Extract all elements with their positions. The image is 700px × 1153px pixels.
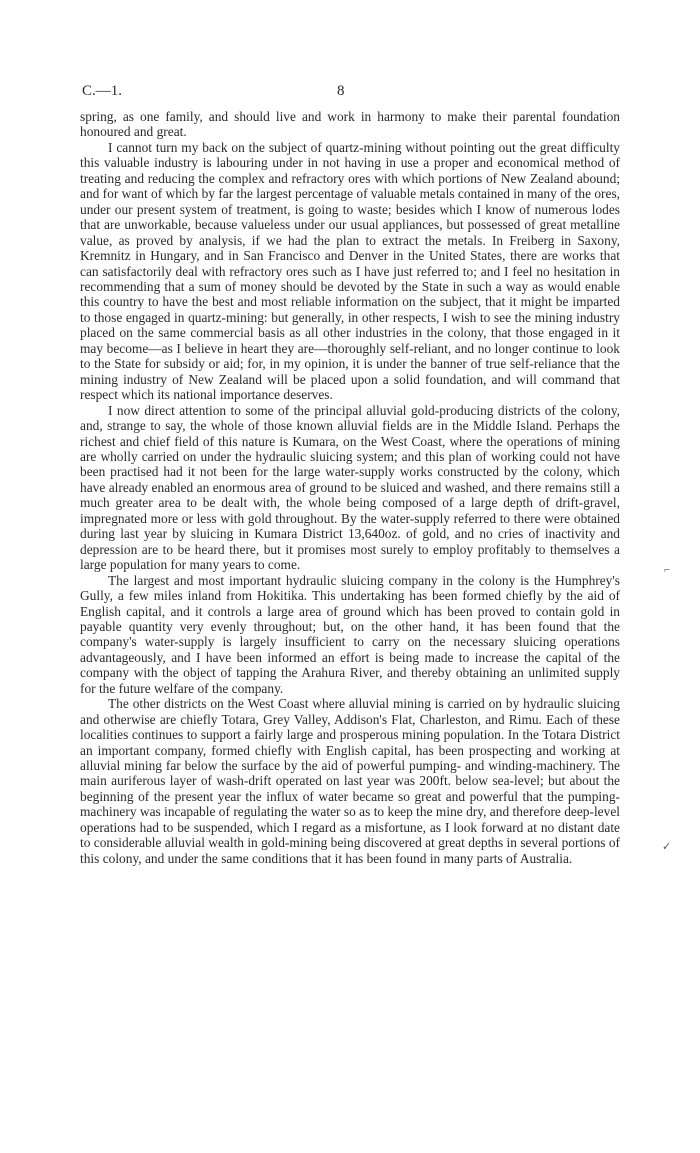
margin-tick-mark: ⌐ <box>664 564 671 576</box>
document-code: C.—1. <box>82 83 123 99</box>
body-text <box>80 109 620 866</box>
paragraph-alluvial-districts: I now direct attention to some of the principal alluvial gold-producing districts of the colony, and, strange to say, the whole of those known alluvial fields are in the Middle Island. Perhaps the richest and chief field of this nature is Kumara, on the West Coast, where the operations of mining are wholly carried on under the hydraulic sluicing system; and this plan of working could not have been practised had it not been for the large water-supply works constructed by the colony, which have already enabled an enormous area of ground to be sluiced and washed, and there remains still a much greater area to be dealt with, the whole being composed of a large depth of drift-gravel, impregnated more or less with gold throughout. By the water-supply referred to there were obtained during last year by sluicing in Kumara District 13,640oz. of gold, and no cries of inactivity and depression are to be heard there, but it promises most surely to employ profitably to themselves a large population for many years to come. <box>80 402 620 573</box>
page-number: 8 <box>337 83 345 99</box>
page-header <box>82 83 622 105</box>
paragraph-continuation: spring, as one family, and should live and work in harmony to make their parental foundation honoured and great. <box>80 109 620 140</box>
paragraph-quartz-mining: I cannot turn my back on the subject of quartz-mining without pointing out the great difficulty this valuable industry is labouring under in not having in use a proper and economical method of treating and reducing the complex and refractory ores with which portions of New Zealand abound; and for want of which by far the largest percentage of valuable metals contained in many of the ores, under our present system of treatment, is going to waste; besides which I know of numerous lodes that are unworkable, because valueless under our usual appliances, but possessed of great metalline value, as proved by analysis, if we had the plan to extract the metals. In Freiberg in Saxony, Kremnitz in Hungary, and in San Francisco and Denver in the United States, there are works that can satisfactorily deal with refractory ores such as I have just referred to; and I feel no hesitation in recommending that a sum of money should be devoted by the State in such a way as would enable this country to have the best and most reliable information on the subject, that it might be imparted to those engaged in quartz-mining: but generally, in other respects, I wish to see the mining industry placed on the same commercial basis as all other industries in the colony, that those engaged in it may become—as I believe in heart they are—thoroughly self-reliant, and no longer continue to look to the State for subsidy or aid; for, in my opinion, it is under the banner of true self-reliance that the mining industry of New Zealand will be placed upon a solid foundation, and will command that respect which its national importance deserves. <box>80 139 621 403</box>
paragraph-west-coast-districts: The other districts on the West Coast where alluvial mining is carried on by hydraulic sluicing and otherwise are chiefly Totara, Grey Valley, Addison's Flat, Charleston, and Rimu. Each of these localities continues to support a fairly large and prosperous mining population. In the Totara District an important company, formed chiefly with English capital, has been prospecting and working at alluvial mining far below the surface by the aid of powerful pumping- and winding-machinery. The main auriferous layer of wash-drift operated on last year was 200ft. below sea-level; but about the beginning of the present year the influx of water became so great and powerful that the pumping-machinery was incapable of regulating the water so as to keep the mine dry, and therefore deep-level operations had to be suspended, which I regard as a misfortune, as I look forward at no distant date to considerable alluvial wealth in gold-mining being discovered at great depths in several portions of this colony, and under the same conditions that it has been found in many parts of Australia. <box>80 696 620 866</box>
paragraph-sluicing-company: The largest and most important hydraulic sluicing company in the colony is the Humphrey's Gully, a few miles inland from Hokitika. This undertaking has been formed chiefly by the aid of English capital, and it controls a large area of ground which has been proved to contain gold in payable quantity very evenly throughout; but, on the other hand, it has been found that the company's water-supply is largely insufficient to carry on the necessary sluicing operations advantageously, and I have been informed an effort is being made to increase the capital of the company with the object of tapping the Arahura River, and thereby obtaining an unlimited supply for the future welfare of the company. <box>80 572 620 696</box>
margin-check-mark: ✓ <box>662 841 672 853</box>
